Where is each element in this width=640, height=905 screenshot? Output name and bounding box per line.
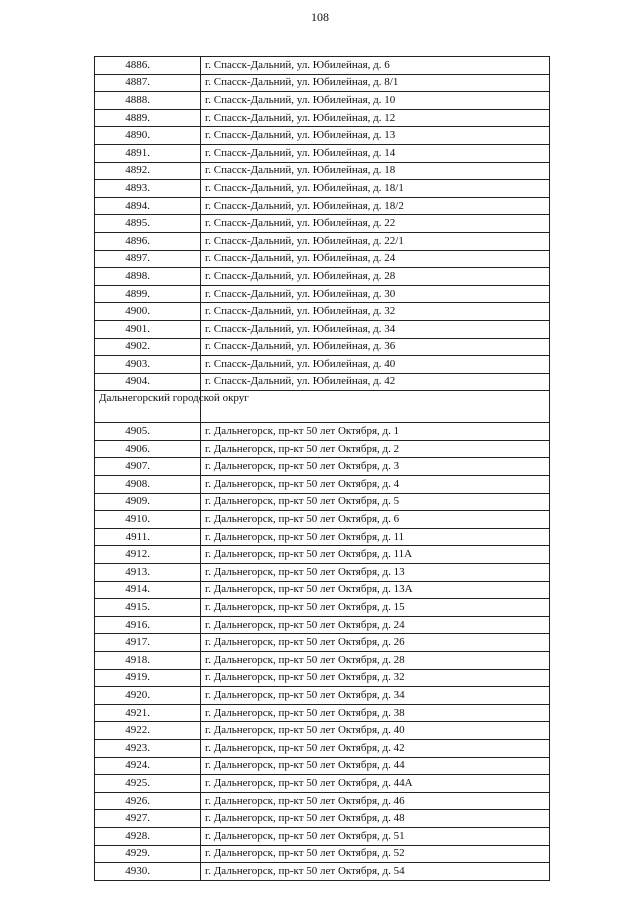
row-number: 4886.	[95, 57, 201, 75]
section-row	[95, 391, 550, 423]
section-title: Дальнегорский городской округ	[95, 391, 201, 423]
table-row	[95, 180, 550, 198]
row-address: г. Дальнегорск, пр-кт 50 лет Октября, д. 38	[201, 704, 550, 722]
row-number: 4918.	[95, 652, 201, 670]
row-address: г. Дальнегорск, пр-кт 50 лет Октября, д. 34	[201, 687, 550, 705]
row-number: 4903.	[95, 356, 201, 374]
row-number: 4929.	[95, 845, 201, 863]
table-row	[95, 704, 550, 722]
table-row	[95, 144, 550, 162]
row-address: г. Дальнегорск, пр-кт 50 лет Октября, д. 54	[201, 863, 550, 881]
table-row	[95, 493, 550, 511]
row-address: г. Спасск-Дальний, ул. Юбилейная, д. 18/1	[201, 180, 550, 198]
row-number: 4921.	[95, 704, 201, 722]
row-number: 4930.	[95, 863, 201, 881]
row-address: г. Спасск-Дальний, ул. Юбилейная, д. 22	[201, 215, 550, 233]
table-row	[95, 581, 550, 599]
row-number: 4897.	[95, 250, 201, 268]
row-number: 4907.	[95, 458, 201, 476]
row-address: г. Дальнегорск, пр-кт 50 лет Октября, д. 42	[201, 739, 550, 757]
table-row	[95, 757, 550, 775]
row-number: 4898.	[95, 268, 201, 286]
table-row	[95, 599, 550, 617]
row-number: 4924.	[95, 757, 201, 775]
row-address: г. Дальнегорск, пр-кт 50 лет Октября, д. 44	[201, 757, 550, 775]
row-address: г. Дальнегорск, пр-кт 50 лет Октября, д. 4	[201, 476, 550, 494]
table-row	[95, 373, 550, 391]
row-address: г. Спасск-Дальний, ул. Юбилейная, д. 32	[201, 303, 550, 321]
table-row	[95, 162, 550, 180]
row-address: г. Дальнегорск, пр-кт 50 лет Октября, д. 52	[201, 845, 550, 863]
section-header-group	[95, 391, 550, 423]
row-number: 4917.	[95, 634, 201, 652]
table-row	[95, 775, 550, 793]
row-number: 4904.	[95, 373, 201, 391]
table-row	[95, 511, 550, 529]
row-address: г. Спасск-Дальний, ул. Юбилейная, д. 34	[201, 320, 550, 338]
row-address: г. Дальнегорск, пр-кт 50 лет Октября, д. 1	[201, 423, 550, 441]
table-row	[95, 739, 550, 757]
table-row	[95, 669, 550, 687]
table-row	[95, 356, 550, 374]
table-row	[95, 652, 550, 670]
row-address: г. Спасск-Дальний, ул. Юбилейная, д. 14	[201, 144, 550, 162]
address-table	[94, 56, 550, 881]
row-address: г. Дальнегорск, пр-кт 50 лет Октября, д. 28	[201, 652, 550, 670]
row-number: 4910.	[95, 511, 201, 529]
table-row	[95, 285, 550, 303]
row-number: 4927.	[95, 810, 201, 828]
row-number: 4915.	[95, 599, 201, 617]
row-number: 4902.	[95, 338, 201, 356]
table-row	[95, 268, 550, 286]
table-row	[95, 215, 550, 233]
row-address: г. Спасск-Дальний, ул. Юбилейная, д. 40	[201, 356, 550, 374]
row-address: г. Спасск-Дальний, ул. Юбилейная, д. 36	[201, 338, 550, 356]
table-row	[95, 687, 550, 705]
row-address: г. Дальнегорск, пр-кт 50 лет Октября, д. 11А	[201, 546, 550, 564]
row-number: 4905.	[95, 423, 201, 441]
row-number: 4900.	[95, 303, 201, 321]
row-number: 4922.	[95, 722, 201, 740]
table-row	[95, 810, 550, 828]
row-number: 4923.	[95, 739, 201, 757]
row-address: г. Дальнегорск, пр-кт 50 лет Октября, д. 15	[201, 599, 550, 617]
row-address: г. Дальнегорск, пр-кт 50 лет Октября, д. 24	[201, 616, 550, 634]
table-body-spassk	[95, 57, 550, 391]
table-row	[95, 127, 550, 145]
row-number: 4893.	[95, 180, 201, 198]
table-row	[95, 546, 550, 564]
table-row	[95, 634, 550, 652]
table-row	[95, 74, 550, 92]
table-body-dalnegorsk	[95, 423, 550, 880]
table-row	[95, 863, 550, 881]
row-address: г. Дальнегорск, пр-кт 50 лет Октября, д. 13А	[201, 581, 550, 599]
table-row	[95, 92, 550, 110]
table-row	[95, 423, 550, 441]
row-address: г. Спасск-Дальний, ул. Юбилейная, д. 28	[201, 268, 550, 286]
table-row	[95, 303, 550, 321]
table-row	[95, 564, 550, 582]
table-row	[95, 57, 550, 75]
row-number: 4908.	[95, 476, 201, 494]
row-number: 4894.	[95, 197, 201, 215]
row-number: 4901.	[95, 320, 201, 338]
row-address: г. Спасск-Дальний, ул. Юбилейная, д. 22/1	[201, 232, 550, 250]
row-address: г. Дальнегорск, пр-кт 50 лет Октября, д. 48	[201, 810, 550, 828]
row-address: г. Дальнегорск, пр-кт 50 лет Октября, д. 6	[201, 511, 550, 529]
row-address: г. Дальнегорск, пр-кт 50 лет Октября, д. 40	[201, 722, 550, 740]
row-address: г. Спасск-Дальний, ул. Юбилейная, д. 30	[201, 285, 550, 303]
table-row	[95, 338, 550, 356]
row-number: 4906.	[95, 440, 201, 458]
row-number: 4926.	[95, 792, 201, 810]
row-number: 4911.	[95, 528, 201, 546]
row-address: г. Спасск-Дальний, ул. Юбилейная, д. 24	[201, 250, 550, 268]
row-address: г. Дальнегорск, пр-кт 50 лет Октября, д. 11	[201, 528, 550, 546]
row-number: 4925.	[95, 775, 201, 793]
table-row	[95, 109, 550, 127]
row-address: г. Спасск-Дальний, ул. Юбилейная, д. 8/1	[201, 74, 550, 92]
row-number: 4888.	[95, 92, 201, 110]
table-row	[95, 827, 550, 845]
row-address: г. Спасск-Дальний, ул. Юбилейная, д. 10	[201, 92, 550, 110]
table-row	[95, 440, 550, 458]
row-number: 4909.	[95, 493, 201, 511]
row-address: г. Дальнегорск, пр-кт 50 лет Октября, д. 5	[201, 493, 550, 511]
row-number: 4896.	[95, 232, 201, 250]
row-address: г. Спасск-Дальний, ул. Юбилейная, д. 6	[201, 57, 550, 75]
row-number: 4895.	[95, 215, 201, 233]
table-row	[95, 722, 550, 740]
table-row	[95, 792, 550, 810]
row-address: г. Дальнегорск, пр-кт 50 лет Октября, д. 32	[201, 669, 550, 687]
row-address: г. Спасск-Дальний, ул. Юбилейная, д. 42	[201, 373, 550, 391]
row-number: 4914.	[95, 581, 201, 599]
row-number: 4899.	[95, 285, 201, 303]
row-address: г. Дальнегорск, пр-кт 50 лет Октября, д. 26	[201, 634, 550, 652]
section-empty-cell	[201, 391, 550, 423]
row-number: 4912.	[95, 546, 201, 564]
row-number: 4887.	[95, 74, 201, 92]
row-number: 4891.	[95, 144, 201, 162]
table-row	[95, 476, 550, 494]
row-number: 4889.	[95, 109, 201, 127]
table-row	[95, 197, 550, 215]
row-address: г. Спасск-Дальний, ул. Юбилейная, д. 18/2	[201, 197, 550, 215]
row-number: 4928.	[95, 827, 201, 845]
row-address: г. Спасск-Дальний, ул. Юбилейная, д. 12	[201, 109, 550, 127]
row-number: 4890.	[95, 127, 201, 145]
table-row	[95, 232, 550, 250]
table-row	[95, 616, 550, 634]
row-address: г. Спасск-Дальний, ул. Юбилейная, д. 18	[201, 162, 550, 180]
row-number: 4892.	[95, 162, 201, 180]
table-row	[95, 250, 550, 268]
row-address: г. Дальнегорск, пр-кт 50 лет Октября, д. 13	[201, 564, 550, 582]
row-number: 4913.	[95, 564, 201, 582]
table-row	[95, 528, 550, 546]
row-address: г. Дальнегорск, пр-кт 50 лет Октября, д. 3	[201, 458, 550, 476]
row-address: г. Дальнегорск, пр-кт 50 лет Октября, д. 2	[201, 440, 550, 458]
row-number: 4920.	[95, 687, 201, 705]
row-number: 4919.	[95, 669, 201, 687]
row-address: г. Дальнегорск, пр-кт 50 лет Октября, д. 51	[201, 827, 550, 845]
row-address: г. Дальнегорск, пр-кт 50 лет Октября, д. 46	[201, 792, 550, 810]
row-address: г. Дальнегорск, пр-кт 50 лет Октября, д. 44А	[201, 775, 550, 793]
table-row	[95, 845, 550, 863]
table-row	[95, 458, 550, 476]
row-address: г. Спасск-Дальний, ул. Юбилейная, д. 13	[201, 127, 550, 145]
page-number: 108	[311, 10, 329, 24]
row-number: 4916.	[95, 616, 201, 634]
table-row	[95, 320, 550, 338]
